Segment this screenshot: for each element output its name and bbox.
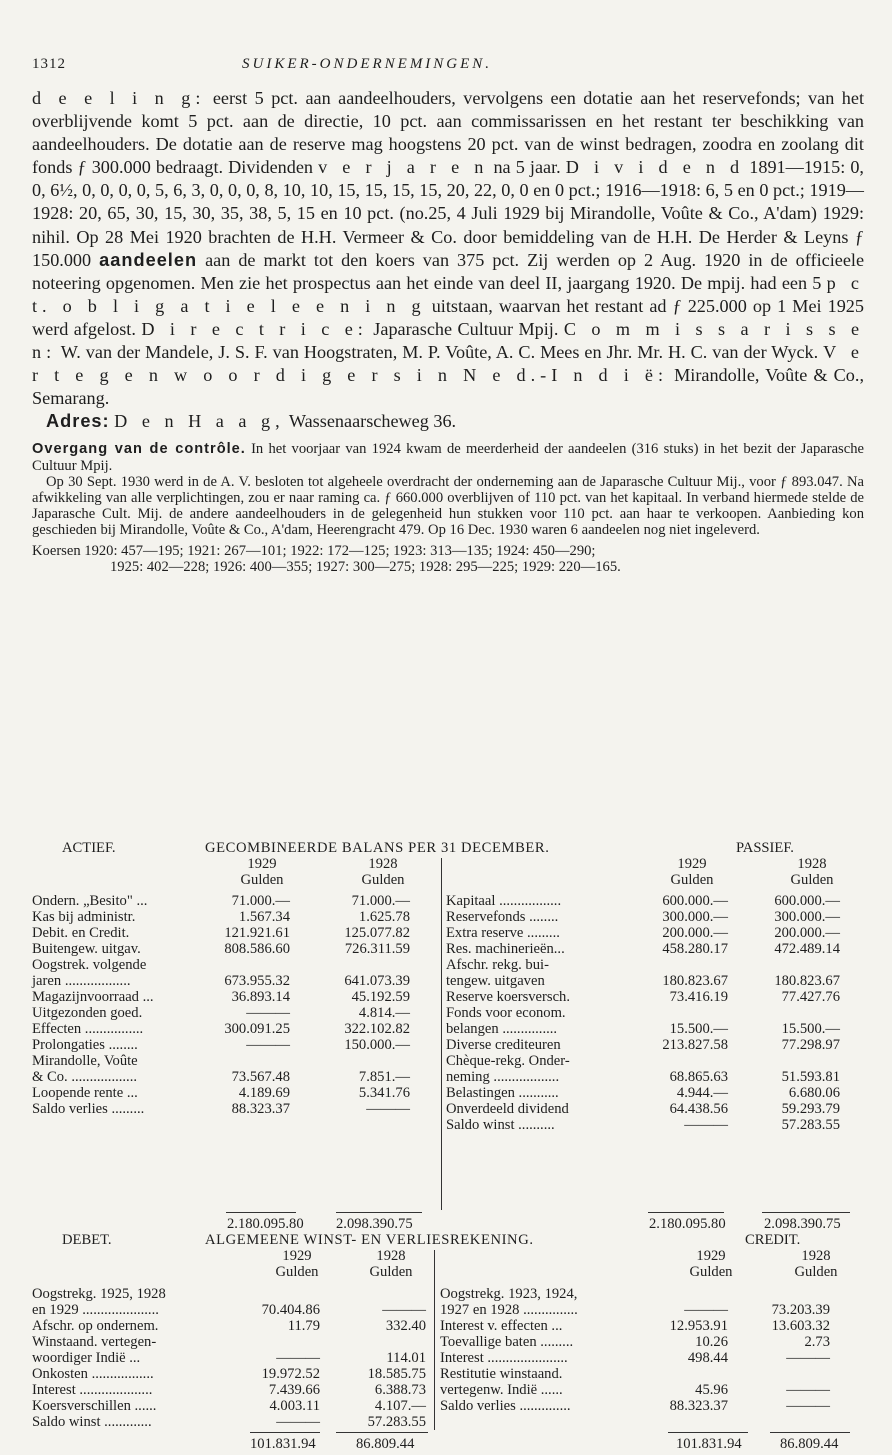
row-value-1929: 300.091.25 — [224, 1021, 290, 1037]
row-value-1929: ——— — [684, 1117, 728, 1133]
row-value-1928: 5.341.76 — [358, 1085, 410, 1101]
row-value-1928: 2.73 — [804, 1334, 830, 1350]
row-value-1928: 180.823.67 — [774, 973, 840, 989]
debet-total-rule-1929 — [250, 1432, 320, 1433]
row-label: vertegenw. Indië ...... — [440, 1382, 563, 1398]
pl-title: ALGEMEENE WINST- EN VERLIESREKENING. — [205, 1232, 534, 1248]
table-row — [446, 1037, 846, 1053]
paragraph-segment: D i r e c t r i c e: — [141, 318, 368, 339]
row-value-1929: 11.79 — [287, 1318, 320, 1334]
row-value-1929: 19.972.52 — [261, 1366, 320, 1382]
paragraph-segment: aandeelen — [99, 249, 198, 270]
overgang-paragraph-1 — [32, 441, 864, 473]
row-value-1928: 13.603.32 — [771, 1318, 830, 1334]
row-label: Onkosten ................. — [32, 1366, 154, 1382]
row-value-1929: ——— — [276, 1350, 320, 1366]
row-value-1928: 600.000.— — [774, 893, 840, 909]
row-label: Res. machinerieën... — [446, 941, 565, 957]
row-value-1929: ——— — [246, 1037, 290, 1053]
unit-label: Gulden — [240, 871, 284, 888]
row-label: Chèque-rekg. Onder- — [446, 1053, 570, 1069]
table-row — [440, 1382, 840, 1398]
paragraph-segment: Japarasche Cultuur Mpij. — [367, 318, 564, 339]
table-row — [440, 1302, 840, 1318]
table-row — [32, 1302, 432, 1318]
table-row — [32, 1350, 432, 1366]
page-header — [32, 56, 864, 73]
table-row — [446, 957, 846, 973]
overgang-paragraph-2: Op 30 Sept. 1930 werd in de A. V. besloten tot algeheele overdracht der onderneming aan de Japarasche Cultuur Mij., voor ƒ 893.047. Na afwikkeling van alle verplichtingen, zou er naar raming ca. ƒ 660.000 overblijven of 110 pct. van het kapitaal. In verband hiermede stelde de Japarasche Cult. Mij. de andere aandeelhouders in de gelegenheid hun stukken voor 110 pct. aan haar te verkoopen. Aanbieding kon geschieden bij Mirandolle, Voûte & Co., A'dam, Heerengracht 479. Op 16 Dec. 1930 waren 6 aandeelen nog niet ingeleverd. — [32, 473, 864, 539]
row-label: Belastingen ........... — [446, 1085, 559, 1101]
table-row — [32, 1053, 432, 1069]
row-value-1929: 88.323.37 — [231, 1101, 290, 1117]
row-value-1929: 88.323.37 — [669, 1398, 728, 1414]
row-value-1928: 18.585.75 — [367, 1366, 426, 1382]
row-value-1928: ——— — [382, 1302, 426, 1318]
row-label: Magazijnvoorraad ... — [32, 989, 154, 1005]
paragraph-segment: na 5 jaar. — [488, 157, 566, 178]
paragraph-segment: v e r j a r e n — [318, 157, 489, 178]
row-value-1928: ——— — [786, 1350, 830, 1366]
paragraph-segment: d e e l i n g: — [32, 88, 206, 108]
balance-actief-col-1928 — [348, 857, 418, 888]
table-row — [32, 1398, 432, 1414]
table-row — [32, 1085, 432, 1101]
passief-total-rule-1928 — [762, 1212, 850, 1213]
pl-divider — [434, 1250, 435, 1430]
pl-debet-col-1928 — [356, 1249, 426, 1280]
credit-total-1929: 101.831.94 — [676, 1436, 742, 1452]
row-value-1929: 458.280.17 — [662, 941, 728, 957]
row-value-1929: 180.823.67 — [662, 973, 728, 989]
credit-total-rule-1929 — [668, 1432, 748, 1433]
row-value-1929: 7.439.66 — [268, 1382, 320, 1398]
row-value-1929: 300.000.— — [662, 909, 728, 925]
paragraph-segment: aan de markt tot den koers van 375 pct. Zij werden op 2 Aug. 1920 in de officieele noteering opgenomen. Men zie het prospectus aan het einde van deel II, jaargang 1920. De mpij. had een 5 — [32, 249, 865, 293]
overgang-text-1: In het voorjaar van 1924 kwam de meerderheid der aandeelen (316 stuks) in het bezit der Japarasche Cultuur Mpij. — [32, 441, 864, 474]
row-label: Toevallige baten ......... — [440, 1334, 574, 1350]
running-title: SUIKER-ONDERNEMINGEN. — [242, 56, 493, 72]
row-label: Onverdeeld dividend — [446, 1101, 569, 1117]
row-label: neming .................. — [446, 1069, 560, 1085]
row-label: Saldo verlies .............. — [440, 1398, 571, 1414]
credit-rows — [440, 1286, 840, 1414]
pl-debet-col-1929 — [262, 1249, 332, 1280]
passief-total-1929: 2.180.095.80 — [649, 1216, 726, 1232]
table-row — [32, 1037, 432, 1053]
row-label: jaren .................. — [32, 973, 131, 989]
table-row — [32, 1101, 432, 1117]
row-label: Oogstrek. volgende — [32, 957, 147, 973]
row-label: Effecten ................ — [32, 1021, 144, 1037]
pl-credit-title: CREDIT. — [745, 1232, 801, 1248]
table-row — [446, 1085, 846, 1101]
row-value-1928: 150.000.— — [344, 1037, 410, 1053]
year-label: 1929 — [247, 856, 277, 872]
row-label: Reserve koersversch. — [446, 989, 570, 1005]
table-row — [440, 1286, 840, 1302]
row-label: Saldo verlies ......... — [32, 1101, 145, 1117]
table-row — [32, 1414, 432, 1430]
row-value-1929: 600.000.— — [662, 893, 728, 909]
row-value-1928: 7.851.— — [358, 1069, 410, 1085]
paragraph-segment: Mirandolle, Voûte & Co., Semarang. — [32, 365, 864, 409]
paragraph-segment: V e r t e g e n w o o r d i g e r s i n N e d.-I n d i ë: — [32, 342, 864, 386]
table-row — [446, 1101, 846, 1117]
row-value-1929: ——— — [246, 1005, 290, 1021]
pl-credit-col-1928 — [776, 1249, 856, 1280]
row-label: Kas bij administr. — [32, 909, 136, 925]
row-label: Interest ...................... — [440, 1350, 568, 1366]
row-label: 1927 en 1928 ............... — [440, 1302, 578, 1318]
table-row — [440, 1350, 840, 1366]
year-label: 1929 — [677, 856, 707, 872]
row-value-1928: 200.000.— — [774, 925, 840, 941]
table-row — [446, 941, 846, 957]
row-label: Koersverschillen ...... — [32, 1398, 157, 1414]
row-value-1928: ——— — [786, 1398, 830, 1414]
row-label: Loopende rente ... — [32, 1085, 138, 1101]
row-label: Interest .................... — [32, 1382, 153, 1398]
paragraph-segment: p c t. o b l i g a t i e l e e n i n g — [32, 272, 865, 316]
koersen-line-2: 1925: 402—228; 1926: 400—355; 1927: 300—275; 1928: 295—225; 1929: 220—165. — [110, 559, 621, 576]
row-label: Reservefonds ........ — [446, 909, 559, 925]
debet-total-1928: 86.809.44 — [356, 1436, 415, 1452]
row-label: Diverse crediteuren — [446, 1037, 561, 1053]
row-value-1929: 45.96 — [695, 1382, 728, 1398]
table-row — [32, 1069, 432, 1085]
table-row — [32, 941, 432, 957]
unit-label: Gulden — [361, 871, 405, 888]
row-value-1928: 472.489.14 — [774, 941, 840, 957]
row-value-1929: 673.955.32 — [224, 973, 290, 989]
row-value-1928: 59.293.79 — [781, 1101, 840, 1117]
table-row — [32, 909, 432, 925]
pl-credit-col-1929 — [676, 1249, 746, 1280]
table-row — [32, 1366, 432, 1382]
row-value-1928: 6.388.73 — [374, 1382, 426, 1398]
credit-total-1928: 86.809.44 — [780, 1436, 839, 1452]
row-label: en 1929 ..................... — [32, 1302, 159, 1318]
overgang-heading: Overgang van de contrôle. — [32, 441, 246, 458]
row-value-1928: 114.01 — [386, 1350, 426, 1366]
unit-label: Gulden — [670, 871, 714, 888]
year-label: 1928 — [801, 1248, 831, 1264]
table-row — [32, 957, 432, 973]
row-value-1928: 77.298.97 — [781, 1037, 840, 1053]
row-value-1929: 15.500.— — [669, 1021, 728, 1037]
row-label: Kapitaal ................. — [446, 893, 562, 909]
paragraph-segment: D i v i d e n d — [565, 157, 745, 178]
table-row — [446, 1021, 846, 1037]
overgang-section — [32, 441, 864, 538]
unit-label: Gulden — [794, 1263, 838, 1280]
table-row — [446, 989, 846, 1005]
table-row — [446, 1005, 846, 1021]
row-value-1928: 71.000.— — [351, 893, 410, 909]
year-label: 1929 — [282, 1248, 312, 1264]
unit-label: Gulden — [275, 1263, 319, 1280]
row-value-1928: 57.283.55 — [367, 1414, 426, 1430]
table-row — [440, 1366, 840, 1382]
year-label: 1928 — [368, 856, 398, 872]
table-row — [446, 1053, 846, 1069]
row-value-1928: 1.625.78 — [358, 909, 410, 925]
row-label: Fonds voor econom. — [446, 1005, 566, 1021]
passief-rows — [446, 893, 846, 1133]
row-value-1928: 73.203.39 — [771, 1302, 830, 1318]
balance-actief-title: ACTIEF. — [62, 840, 116, 856]
koersen-block — [32, 543, 864, 576]
row-label: Saldo winst ............. — [32, 1414, 152, 1430]
row-value-1928: 4.107.— — [374, 1398, 426, 1414]
row-value-1929: 1.567.34 — [238, 909, 290, 925]
row-value-1929: 10.26 — [695, 1334, 728, 1350]
row-value-1929: ——— — [684, 1302, 728, 1318]
balance-passief-col-1929 — [662, 857, 722, 888]
actief-total-rule-1928 — [336, 1212, 422, 1213]
paragraph-segment: eerst 5 pct. aan aandeelhouders, vervolgens een dotatie aan het reservefonds; van het overblijvende komt 5 pct. aan de directie, 10 pct. aan commissarissen en het restant ter beschikking van aandeelhouders. De dotatie aan de reserve mag hoogstens 20 pct. van de winst bedragen, zoodra en zoolang dit fonds ƒ 300.000 bedraagt. Dividenden — [32, 88, 864, 178]
actief-total-rule-1929 — [226, 1212, 296, 1213]
balance-passief-col-1928 — [772, 857, 852, 888]
row-label: Interest v. effecten ... — [440, 1318, 563, 1334]
row-value-1929: 4.189.69 — [238, 1085, 290, 1101]
passief-total-rule-1929 — [648, 1212, 724, 1213]
passief-total-1928: 2.098.390.75 — [764, 1216, 841, 1232]
row-value-1929: 4.003.11 — [269, 1398, 320, 1414]
debet-rows — [32, 1286, 432, 1430]
row-value-1929: 200.000.— — [662, 925, 728, 941]
balance-title: GECOMBINEERDE BALANS PER 31 DECEMBER. — [205, 840, 550, 856]
row-value-1929: 36.893.14 — [231, 989, 290, 1005]
paragraph-segment: W. van der Mandele, J. S. F. van Hoogstraten, M. P. Voûte, A. C. Mees en Jhr. Mr. H. C. van der Wyck. — [56, 342, 824, 363]
row-value-1929: 4.944.— — [676, 1085, 728, 1101]
unit-label: Gulden — [369, 1263, 413, 1280]
table-row — [446, 1069, 846, 1085]
address-city: D e n H a a g, — [114, 411, 285, 432]
row-value-1929: 498.44 — [687, 1350, 728, 1366]
table-row — [32, 1286, 432, 1302]
paragraph-segment: C o m m i s s a r i s s e n: — [32, 318, 865, 363]
row-value-1929: 64.438.56 — [669, 1101, 728, 1117]
statutes-paragraph — [32, 87, 864, 410]
pl-debet-title: DEBET. — [62, 1232, 112, 1248]
table-row — [32, 893, 432, 909]
row-value-1929: 808.586.60 — [224, 941, 290, 957]
row-value-1929: ——— — [276, 1414, 320, 1430]
table-row — [32, 925, 432, 941]
paragraph-segment: 1891—1915: 0, 0, 6½, 0, 0, 0, 0, 5, 6, 3, 0, 0, 0, 8, 10, 10, 15, 15, 15, 15, 20, 22, 0, 0 en 0 pct.; 1916—1918: 6, 5 en 0 pct.; 1919—1928: 20, 65, 30, 15, 30, 35, 38, 5, 15 en 10 pct. (no.25, 4 Juli 1929 bij Mirandolle, Voûte & Co., A'dam) 1929: nihil. Op 28 Mei 1920 brachten de H.H. Vermeer & Co. door bemiddeling van de H.H. De Herder & Leyns ƒ 150.000 — [32, 157, 864, 270]
table-row — [440, 1398, 840, 1414]
row-value-1928: 332.40 — [385, 1318, 426, 1334]
table-row — [32, 973, 432, 989]
debet-total-1929: 101.831.94 — [250, 1436, 316, 1452]
table-row — [446, 1117, 846, 1133]
row-label: Oogstrekg. 1925, 1928 — [32, 1286, 166, 1302]
row-value-1928: 300.000.— — [774, 909, 840, 925]
row-value-1929: 12.953.91 — [669, 1318, 728, 1334]
row-label: Extra reserve ......... — [446, 925, 560, 941]
row-value-1928: ——— — [366, 1101, 410, 1117]
row-value-1928: 726.311.59 — [344, 941, 410, 957]
row-value-1929: 68.865.63 — [669, 1069, 728, 1085]
row-label: belangen ............... — [446, 1021, 558, 1037]
row-label: Debit. en Credit. — [32, 925, 130, 941]
row-label: Oogstrekg. 1923, 1924, — [440, 1286, 578, 1302]
table-row — [32, 1318, 432, 1334]
table-row — [446, 893, 846, 909]
document-page — [32, 56, 864, 576]
table-row — [440, 1318, 840, 1334]
unit-label: Gulden — [689, 1263, 733, 1280]
row-label: Ondern. „Besito" ... — [32, 893, 148, 909]
paragraph-segment: uitstaan, waarvan het restant ad ƒ 225.000 op 1 Mei 1925 werd afgelost. — [32, 295, 864, 339]
row-label: Saldo winst .......... — [446, 1117, 555, 1133]
row-label: Uitgezonden goed. — [32, 1005, 143, 1021]
row-label: Afschr. rekg. bui- — [446, 957, 549, 973]
table-row — [32, 989, 432, 1005]
table-row — [446, 973, 846, 989]
table-row — [32, 1021, 432, 1037]
table-row — [446, 909, 846, 925]
row-value-1929: 71.000.— — [231, 893, 290, 909]
row-value-1928: 51.593.81 — [781, 1069, 840, 1085]
row-value-1928: 6.680.06 — [788, 1085, 840, 1101]
row-value-1929: 121.921.61 — [224, 925, 290, 941]
table-row — [32, 1382, 432, 1398]
balance-passief-title: PASSIEF. — [736, 840, 794, 856]
unit-label: Gulden — [790, 871, 834, 888]
debet-total-rule-1928 — [336, 1432, 428, 1433]
address-label: Adres: — [46, 411, 110, 432]
row-value-1929: 73.416.19 — [669, 989, 728, 1005]
koersen-line-1: Koersen 1920: 457—195; 1921: 267—101; 1922: 172—125; 1923: 313—135; 1924: 450—290; — [32, 542, 596, 559]
row-label: Winstaand. vertegen- — [32, 1334, 157, 1350]
row-value-1928: 77.427.76 — [781, 989, 840, 1005]
address-street: Wassenaarscheweg 36. — [288, 411, 457, 432]
table-row — [32, 1334, 432, 1350]
table-row — [32, 1005, 432, 1021]
row-label: tengew. uitgaven — [446, 973, 545, 989]
address-line — [32, 410, 864, 433]
credit-total-rule-1928 — [770, 1432, 850, 1433]
year-label: 1928 — [376, 1248, 406, 1264]
row-value-1928: 45.192.59 — [351, 989, 410, 1005]
row-value-1928: 641.073.39 — [344, 973, 410, 989]
row-value-1928: 322.102.82 — [344, 1021, 410, 1037]
row-label: Prolongaties ........ — [32, 1037, 138, 1053]
table-row — [440, 1334, 840, 1350]
row-value-1928: 125.077.82 — [344, 925, 410, 941]
row-value-1929: 213.827.58 — [662, 1037, 728, 1053]
row-value-1929: 70.404.86 — [261, 1302, 320, 1318]
actief-total-1928: 2.098.390.75 — [336, 1216, 413, 1232]
row-value-1928: 4.814.— — [358, 1005, 410, 1021]
actief-total-1929: 2.180.095.80 — [227, 1216, 304, 1232]
row-label: Restitutie winstaand. — [440, 1366, 563, 1382]
row-label: Mirandolle, Voûte — [32, 1053, 138, 1069]
year-label: 1928 — [797, 856, 827, 872]
year-label: 1929 — [696, 1248, 726, 1264]
row-label: Afschr. op ondernem. — [32, 1318, 159, 1334]
row-label: Buitengew. uitgav. — [32, 941, 141, 957]
row-label: woordiger Indië ... — [32, 1350, 141, 1366]
main-text — [32, 87, 864, 433]
row-value-1928: 57.283.55 — [781, 1117, 840, 1133]
row-label: & Co. .................. — [32, 1069, 137, 1085]
actief-rows — [32, 893, 432, 1117]
row-value-1929: 73.567.48 — [231, 1069, 290, 1085]
row-value-1928: 15.500.— — [781, 1021, 840, 1037]
table-row — [446, 925, 846, 941]
page-number: 1312 — [32, 56, 66, 72]
balance-divider — [441, 858, 442, 1210]
row-value-1928: ——— — [786, 1382, 830, 1398]
balance-actief-col-1929 — [232, 857, 292, 888]
